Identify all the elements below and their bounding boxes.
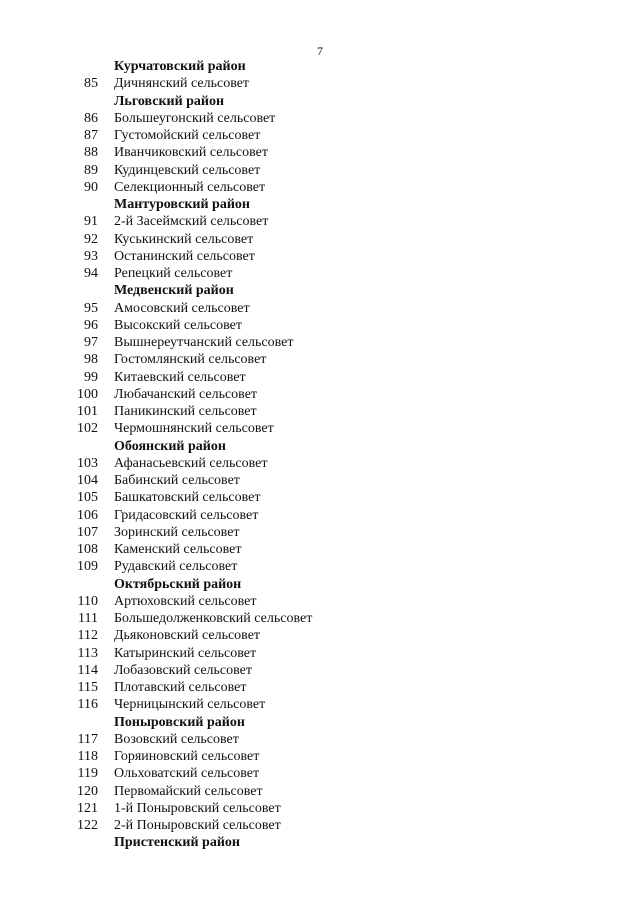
settlement-name: Каменский сельсовет — [114, 542, 242, 557]
settlement-number: 121 — [77, 800, 98, 816]
settlement-row — [0, 75, 640, 92]
settlement-name: Черницынский сельсовет — [114, 697, 266, 713]
settlement-name: Лобазовский сельсовет — [114, 662, 253, 678]
settlement-row — [0, 593, 640, 610]
settlement-row — [0, 731, 640, 748]
settlement-number: 105 — [77, 490, 98, 506]
settlement-number: 87 — [84, 128, 98, 143]
settlement-name: Большеугонский сельсовет — [114, 110, 276, 126]
settlement-row — [0, 420, 640, 437]
settlement-number: 95 — [84, 300, 98, 316]
settlement-row — [0, 231, 640, 248]
settlement-number: 93 — [84, 248, 98, 264]
settlement-row — [0, 162, 640, 179]
settlement-number: 120 — [77, 783, 98, 799]
settlement-number: 115 — [77, 680, 98, 695]
settlement-row — [0, 179, 640, 196]
settlement-number: 101 — [77, 404, 98, 419]
settlement-number: 119 — [77, 766, 98, 782]
district-heading: Льговский район — [114, 93, 225, 109]
district-heading: Поныровский район — [114, 714, 245, 730]
settlement-name: Густомойский сельсовет — [114, 128, 261, 143]
district-heading: Обоянский район — [114, 438, 226, 454]
settlement-number: 117 — [77, 731, 98, 747]
settlement-name: Гридасовский сельсовет — [114, 507, 259, 523]
settlement-row — [0, 507, 640, 524]
settlement-row — [0, 783, 640, 800]
settlement-name: Высокский сельсовет — [114, 317, 242, 333]
settlement-number: 122 — [77, 818, 98, 833]
settlement-name: Плотавский сельсовет — [114, 680, 247, 695]
settlement-row — [0, 558, 640, 575]
settlement-number: 114 — [77, 662, 98, 678]
settlement-row — [0, 300, 640, 317]
settlement-number: 118 — [77, 749, 98, 764]
settlement-row — [0, 351, 640, 368]
district-heading: Курчатовский район — [114, 59, 246, 74]
settlement-name: Иванчиковский сельсовет — [114, 145, 268, 161]
settlement-number: 86 — [84, 110, 98, 126]
settlement-row — [0, 403, 640, 420]
settlement-name: Репецкий сельсовет — [114, 266, 233, 281]
settlement-number: 102 — [77, 421, 98, 437]
settlement-number: 89 — [84, 162, 98, 178]
settlement-row — [0, 213, 640, 230]
settlement-name: Афанасьевский сельсовет — [114, 455, 268, 471]
settlement-number: 109 — [77, 559, 98, 575]
settlement-row — [0, 248, 640, 265]
settlement-name: Чермошнянский сельсовет — [114, 421, 274, 437]
settlement-name: Зоринский сельсовет — [114, 524, 240, 540]
district-heading-row — [0, 576, 640, 593]
settlement-row — [0, 765, 640, 782]
settlement-row — [0, 472, 640, 489]
district-heading-row — [0, 282, 640, 299]
settlement-name: Китаевский сельсовет — [114, 369, 246, 385]
settlement-name: Любачанский сельсовет — [114, 386, 258, 402]
settlement-name: Вышнереутчанский сельсовет — [114, 335, 294, 350]
settlement-name: Большедолженковский сельсовет — [114, 611, 313, 626]
settlement-number: 103 — [77, 455, 98, 471]
settlement-number: 90 — [84, 179, 98, 195]
settlement-number: 98 — [84, 352, 98, 368]
settlement-row — [0, 127, 640, 144]
district-heading-row — [0, 714, 640, 731]
settlement-name: Дьяконовский сельсовет — [114, 628, 261, 644]
settlement-name: Ольховатский сельсовет — [114, 766, 260, 782]
settlement-row — [0, 317, 640, 334]
district-heading-row — [0, 834, 640, 851]
district-heading: Октябрьский район — [114, 576, 242, 592]
settlement-name: Артюховский сельсовет — [114, 593, 257, 609]
settlement-row — [0, 334, 640, 351]
settlement-row — [0, 817, 640, 834]
settlement-name: Возовский сельсовет — [114, 731, 239, 747]
settlement-row — [0, 110, 640, 127]
district-heading: Пристенский район — [114, 835, 240, 851]
settlement-name: Горяиновский сельсовет — [114, 749, 260, 764]
settlement-row — [0, 455, 640, 472]
page-number: 7 — [317, 44, 323, 58]
settlement-row — [0, 369, 640, 386]
settlement-name: 2-й Засеймский сельсовет — [114, 214, 269, 230]
settlement-name: Амосовский сельсовет — [114, 300, 250, 316]
settlement-number: 97 — [84, 335, 98, 350]
settlement-row — [0, 627, 640, 644]
settlement-row — [0, 662, 640, 679]
settlement-row — [0, 679, 640, 696]
district-heading-row — [0, 196, 640, 213]
settlement-name: Катыринский сельсовет — [114, 645, 257, 661]
settlement-row — [0, 144, 640, 161]
settlement-row — [0, 748, 640, 765]
settlement-name: Бабинский сельсовет — [114, 473, 240, 488]
settlement-number: 104 — [77, 473, 98, 488]
settlement-number: 92 — [84, 231, 98, 247]
settlement-name: 1-й Поныровский сельсовет — [114, 800, 281, 816]
district-heading-row — [0, 58, 640, 75]
district-heading: Медвенский район — [114, 283, 234, 299]
settlement-number: 111 — [78, 611, 98, 626]
settlement-number: 107 — [77, 524, 98, 540]
settlement-row — [0, 696, 640, 713]
settlement-row — [0, 524, 640, 541]
settlement-name: Первомайский сельсовет — [114, 783, 263, 799]
settlement-name: Рудавский сельсовет — [114, 559, 238, 575]
settlement-row — [0, 610, 640, 627]
settlement-number: 112 — [77, 628, 98, 644]
settlement-number: 88 — [84, 145, 98, 161]
settlement-number: 94 — [84, 266, 98, 281]
settlement-number: 99 — [84, 369, 98, 385]
settlement-name: Паникинский сельсовет — [114, 404, 257, 419]
settlement-number: 116 — [77, 697, 98, 713]
settlement-number: 91 — [84, 214, 98, 230]
settlement-name: Селекционный сельсовет — [114, 179, 266, 195]
district-heading: Мантуровский район — [114, 197, 250, 212]
settlement-name: Кудинцевский сельсовет — [114, 162, 261, 178]
settlement-number: 85 — [84, 76, 98, 92]
settlement-number: 100 — [77, 386, 98, 402]
settlement-row — [0, 489, 640, 506]
settlement-name: Дичнянский сельсовет — [114, 76, 250, 92]
settlement-number: 113 — [77, 645, 98, 661]
settlement-list — [0, 58, 640, 852]
settlement-row — [0, 645, 640, 662]
settlement-number: 110 — [77, 593, 98, 609]
settlement-row — [0, 386, 640, 403]
settlement-number: 96 — [84, 317, 98, 333]
settlement-row — [0, 541, 640, 558]
settlement-name: Башкатовский сельсовет — [114, 490, 261, 506]
settlement-name: Гостомлянский сельсовет — [114, 352, 267, 368]
district-heading-row — [0, 93, 640, 110]
settlement-number: 106 — [77, 507, 98, 523]
settlement-row — [0, 800, 640, 817]
district-heading-row — [0, 438, 640, 455]
settlement-name: Куськинский сельсовет — [114, 231, 254, 247]
settlement-name: 2-й Поныровский сельсовет — [114, 818, 281, 833]
settlement-number: 108 — [77, 542, 98, 557]
settlement-row — [0, 265, 640, 282]
settlement-name: Останинский сельсовет — [114, 248, 255, 264]
